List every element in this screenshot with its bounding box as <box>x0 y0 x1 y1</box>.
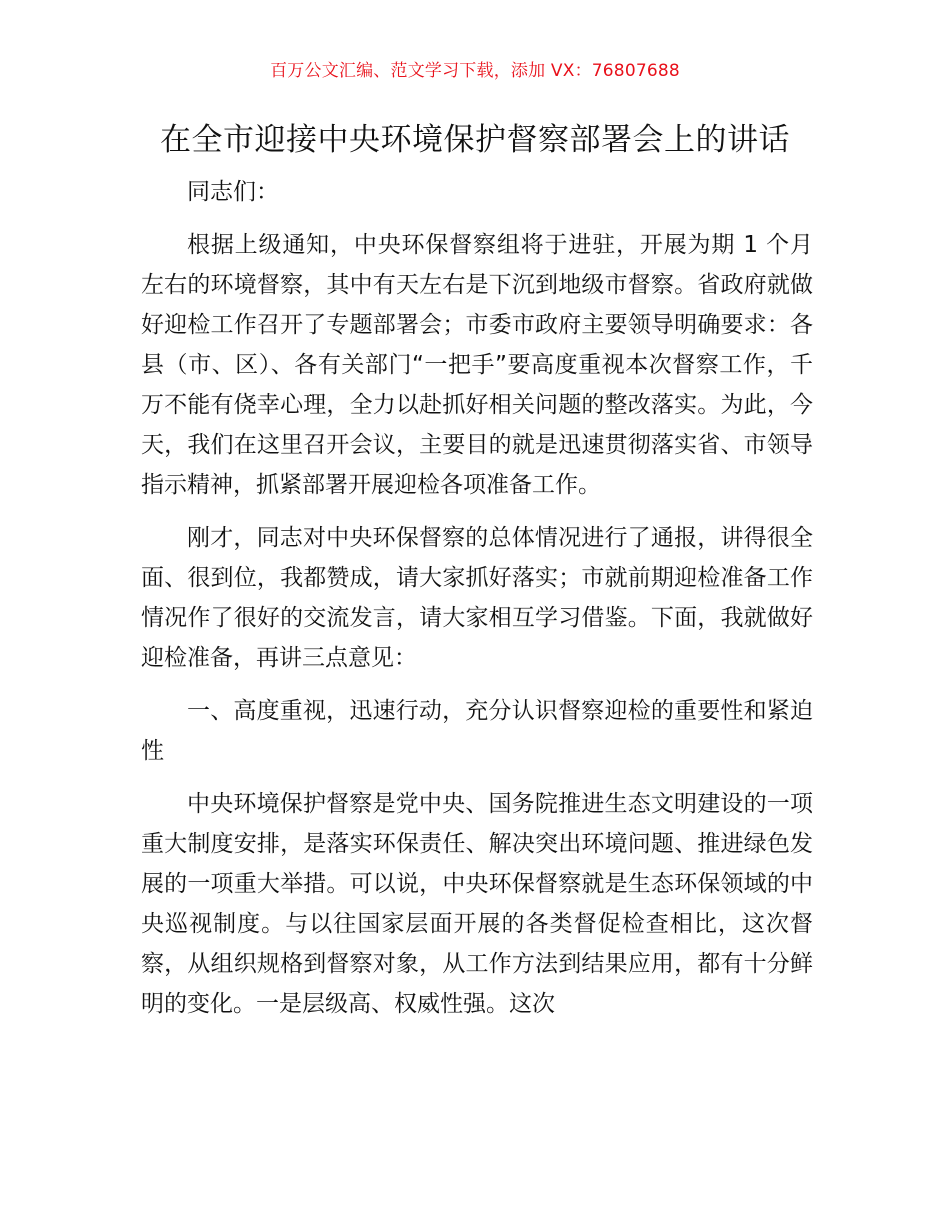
section-heading: 一、高度重视，迅速行动，充分认识督察迎检的重要性和紧迫性 <box>141 698 813 764</box>
paragraph: 中央环境保护督察是党中央、国务院推进生态文明建设的一项重大制度安排，是落实环保责任、解决突出环境问题、推进绿色发展的一项重大举措。可以说，中央环保督察就是生态环保领域的中央巡视制度。与以往国家层面开展的各类督促检查相比，这次督察，从组织规格到督察对象，从工作方法到结果应用，都有十分鲜明的变化。一是层级高、权威性强。这次 <box>141 791 813 1017</box>
paragraph: 刚才，同志对中央环保督察的总体情况进行了通报，讲得很全面、很到位，我都赞成，请大家抓好落实；市就前期迎检准备工作情况作了很好的交流发言，请大家相互学习借鉴。下面，我就做好迎检准备，再讲三点意见： <box>141 525 813 671</box>
paragraph: 根据上级通知，中央环保督察组将于进驻，开展为期 1 个月左右的环境督察，其中有天左右是下沉到地级市督察。省政府就做好迎检工作召开了专题部署会；市委市政府主要领导明确要求：各县（市、区）、各有关部门“一把手”要高度重视本次督察工作，千万不能有侥幸心理，全力以赴抓好相关问题的整改落实。为此，今天，我们在这里召开会议，主要目的就是迅速贯彻落实省、市领导指示精神，抓紧部署开展迎检各项准备工作。 <box>141 232 813 498</box>
document-body <box>141 172 813 1024</box>
page-title: 在全市迎接中央环境保护督察部署会上的讲话 <box>160 122 790 158</box>
salutation: 同志们： <box>187 179 279 205</box>
watermark-header: 百万公文汇编、范文学习下载，添加 VX：76807688 <box>270 61 680 81</box>
